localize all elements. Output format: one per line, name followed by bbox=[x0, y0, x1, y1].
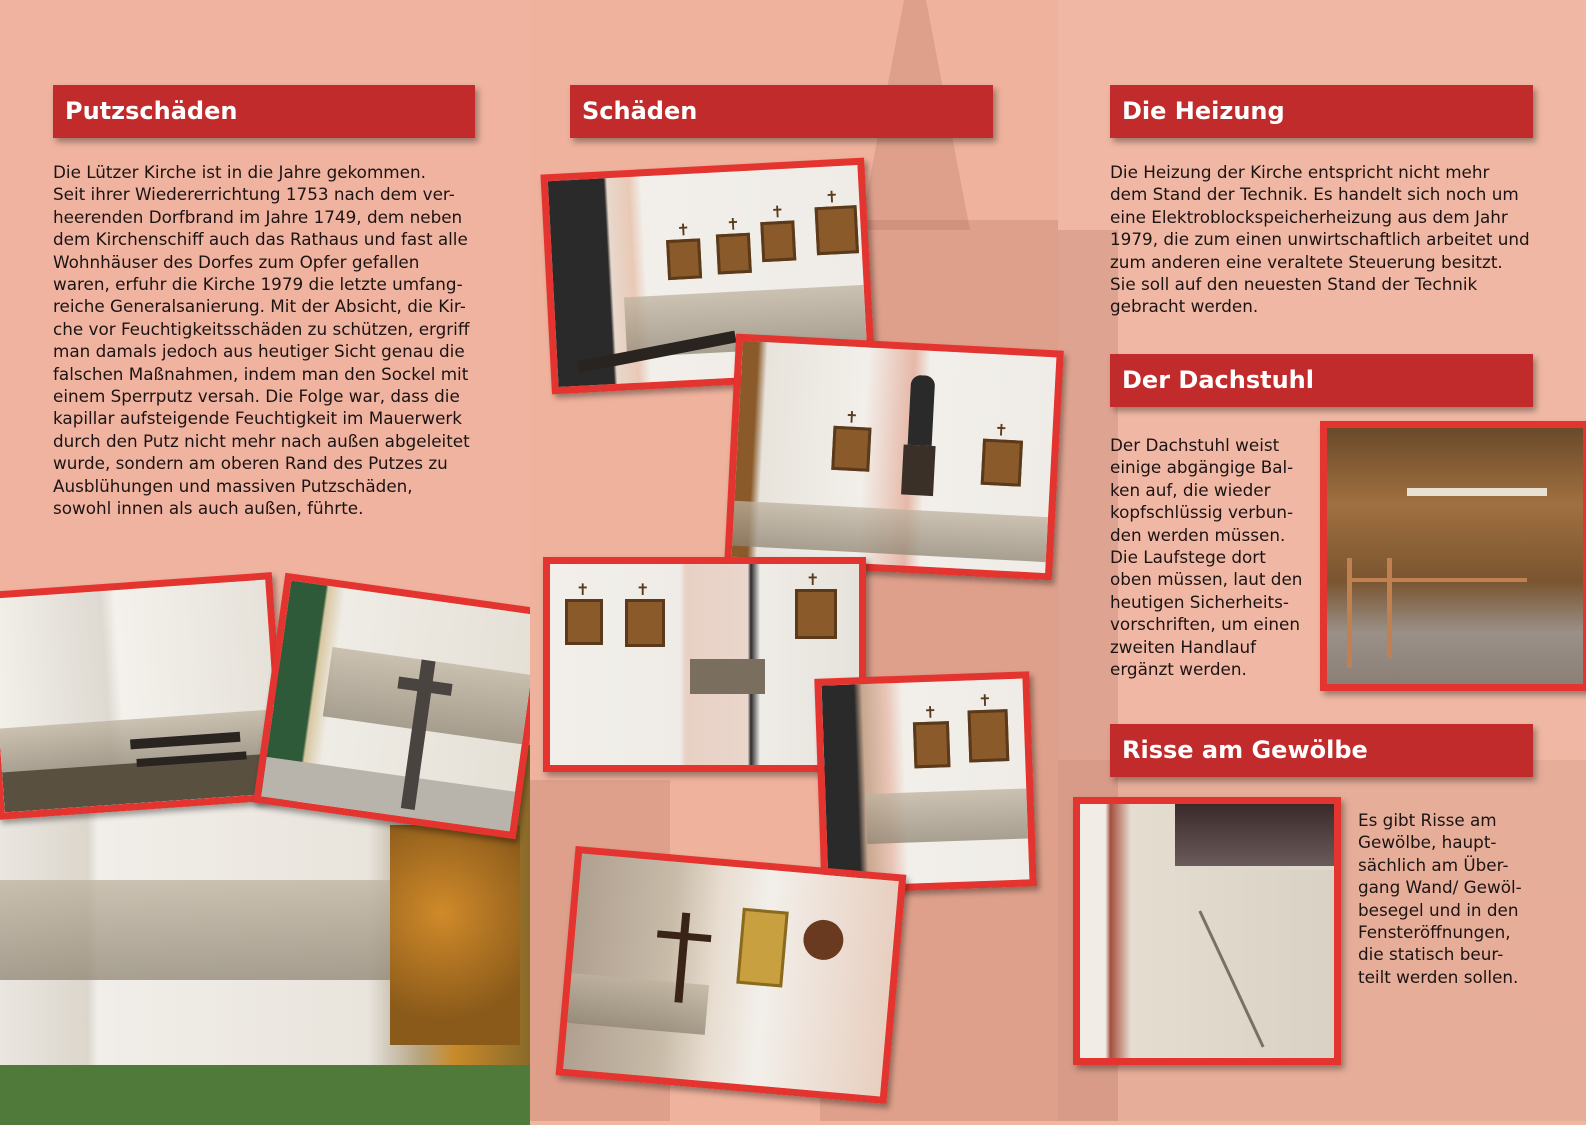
right-panel bbox=[1058, 0, 1586, 1121]
stations-photo-3 bbox=[814, 671, 1036, 893]
left-panel bbox=[0, 0, 530, 1121]
crucifix-photo bbox=[556, 846, 907, 1104]
putzschaeden-text: Die Lützer Kirche ist in die Jahre gekommen. Seit ihrer Wiedererrichtung 1753 nach dem ver- heerenden Dorfbrand im Jahre 1749, dem neben dem Kirchenschiff auch das Rathaus und fast alle Wohnhäuser des Dorfes zum Opfer gefallen waren, erfuhr die Kirche 1979 die letzte umfang- reiche Generalsanierung. Mit der Absicht, die Kir- che vor Feuchtigkeitsschäden zu schützen, ergriff man damals jedoch aus heutiger Sicht genau die falschen Maßnahmen, indem man den Sockel mit einem Sperrputz versah. Die Folge war, dass die kapillar aufsteigende Feuchtigkeit im Mauerwerk durch den Putz nicht mehr nach außen abgeleitet wurde, sondern am oberen Rand des Putzes zu Ausblühungen und massiven Putzschäden, sowohl innen als auch außen, führte. bbox=[53, 162, 470, 519]
putzschaeden-heading: Putzschäden bbox=[53, 85, 475, 138]
dachstuhl-text: Der Dachstuhl weist einige abgängige Bal- ken auf, die wieder kopfschlüssig verbun- den werden müssen. Die Laufstege dort oben müssen, laut den heutigen Sicherheits- vorschriften, um einen zweiten Handlauf ergänzt werden. bbox=[1110, 435, 1303, 680]
dachstuhl-heading: Der Dachstuhl bbox=[1110, 354, 1533, 407]
bench-wall-photo bbox=[0, 572, 288, 820]
schaeden-heading: Schäden bbox=[570, 85, 993, 138]
risse-text: Es gibt Risse am Gewölbe, haupt- sächlich am Über- gang Wand/ Gewöl- besegel und in den Fensteröffnungen, die statisch beur- teilt werden sollen. bbox=[1358, 810, 1522, 987]
heizung-heading: Die Heizung bbox=[1110, 85, 1533, 138]
saint-statue-photo bbox=[724, 334, 1064, 581]
cross-wall-photo bbox=[253, 573, 548, 840]
heizung-text: Die Heizung der Kirche entspricht nicht mehr dem Stand der Technik. Es handelt sich noch um eine Elektroblockspeicherheizung aus dem Jahr 1979, die zum einen unwirtschaftlich arbeitet und zum anderen eine veraltete Steuerung besitzt. Sie soll auf den neuesten Stand der Technik gebracht werden. bbox=[1110, 162, 1530, 317]
attic-photo bbox=[1320, 421, 1586, 691]
risse-heading: Risse am Gewölbe bbox=[1110, 724, 1533, 777]
vault-crack-photo bbox=[1073, 797, 1341, 1065]
